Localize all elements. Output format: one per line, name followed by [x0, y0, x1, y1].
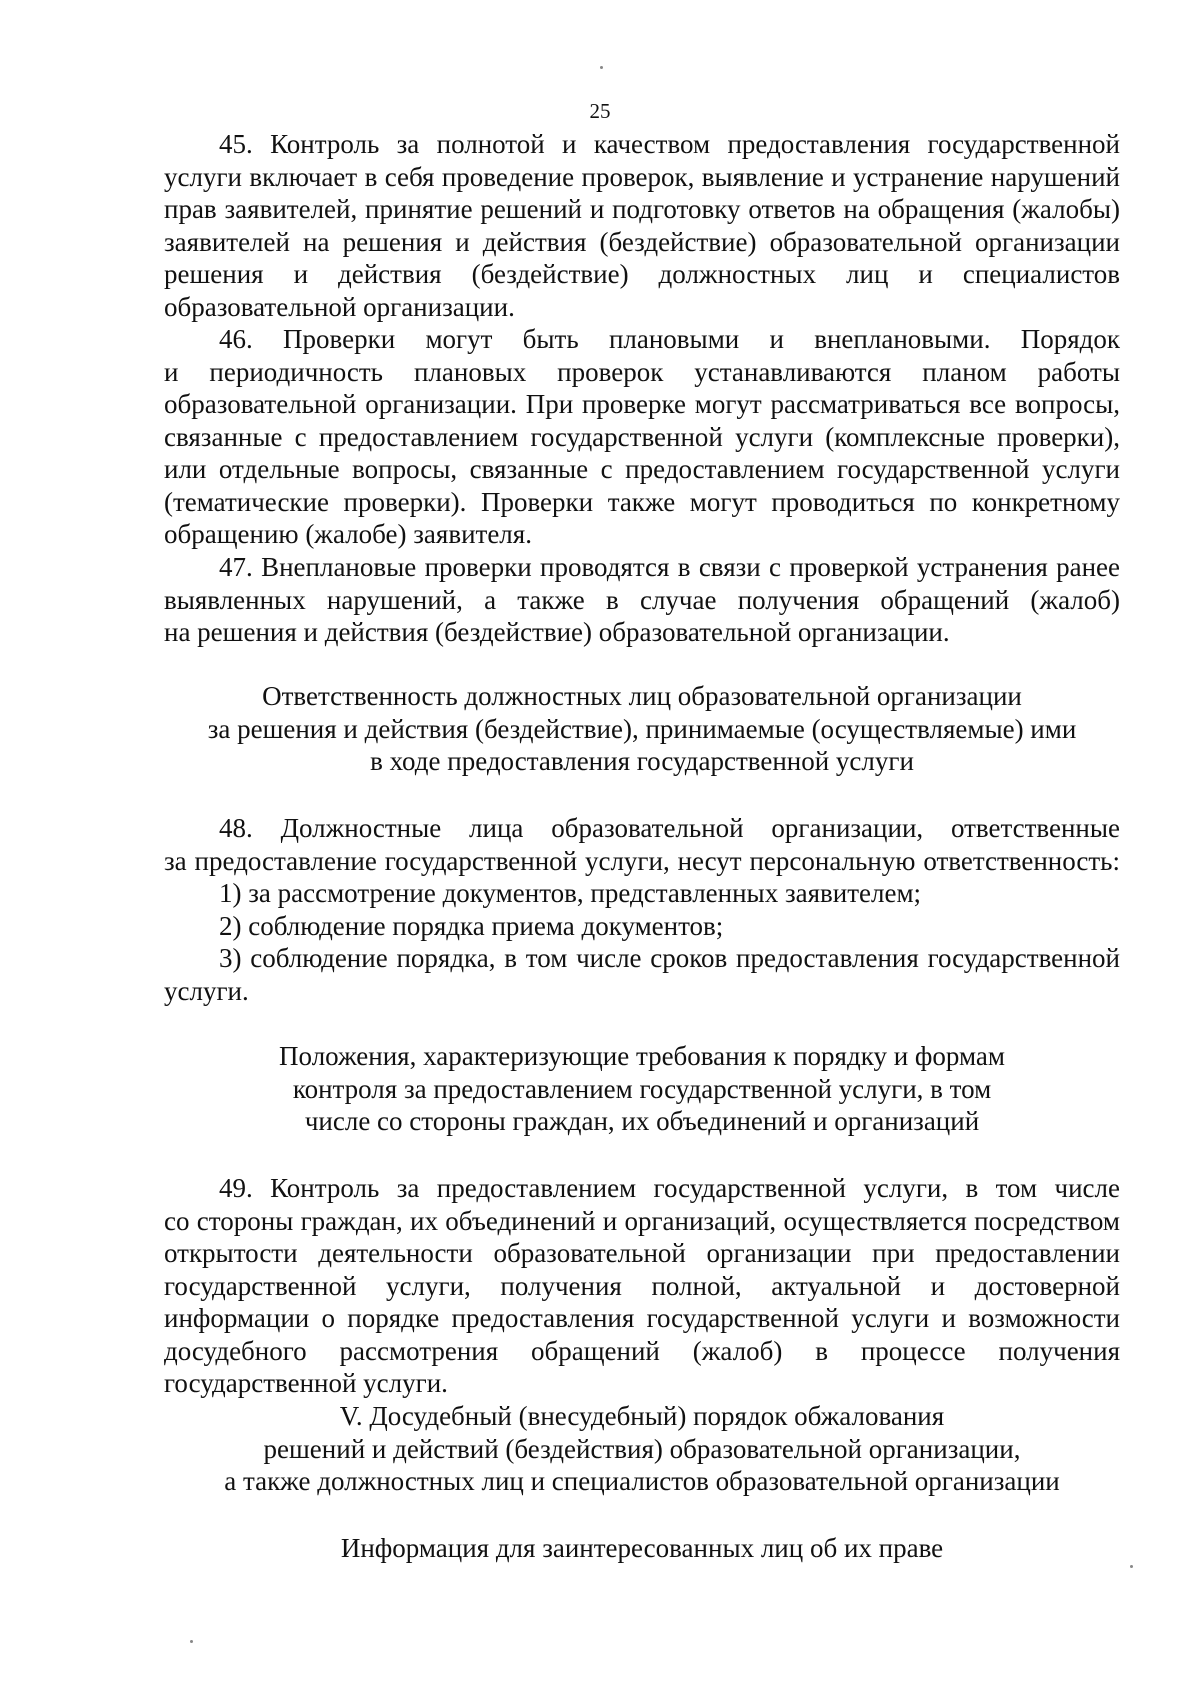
text-line: прав заявителей, принятие решений и подготовку ответов на обращения (жалобы): [164, 194, 1120, 224]
list-item: 3) соблюдение порядка, в том числе сроков предоставления государственной: [219, 943, 1120, 973]
heading-line: а также должностных лиц и специалистов образовательной организации: [224, 1466, 1060, 1496]
text-line: связанные с предоставлением государственной услуги (комплексные проверки),: [164, 421, 1120, 452]
text-line: образовательной организации.: [164, 291, 515, 322]
text-line: или отдельные вопросы, связанные с предоставлением государственной услуги: [164, 454, 1120, 484]
text-line: услуги включает в себя проведение проверок, выявление и устранение нарушений: [164, 161, 1120, 192]
text-line: обращению (жалобе) заявителя.: [164, 519, 532, 549]
text-line: заявителей на решения и действия (бездействие) образовательной организации: [164, 226, 1120, 257]
section-heading-control-provisions: [164, 1040, 1120, 1138]
scan-speck: [1130, 1565, 1133, 1568]
scan-speck: [600, 66, 603, 69]
text-line: образовательной организации. При проверке могут рассматриваться все вопросы,: [164, 389, 1120, 419]
text-line: 47. Внеплановые проверки проводятся в связи с проверкой устранения ранее: [219, 552, 1120, 582]
paragraph-46: [164, 323, 1120, 551]
text-line: выявленных нарушений, а также в случае получения обращений (жалоб): [164, 584, 1120, 615]
heading-line: Информация для заинтересованных лиц об их праве: [340, 1533, 944, 1563]
text-line: 45. Контроль за полнотой и качеством предоставления государственной: [219, 129, 1120, 159]
heading-line: контроля за предоставлением государственной услуги, в том: [292, 1073, 992, 1104]
paragraph-45: [164, 128, 1120, 323]
paragraph-48: [164, 812, 1120, 1007]
text-line: государственной услуги.: [164, 1368, 448, 1398]
scan-speck: [190, 1640, 193, 1643]
paragraph-49: [164, 1172, 1120, 1400]
text-line: и периодичность плановых проверок устанавливаются планом работы: [164, 356, 1120, 387]
list-item: 1) за рассмотрение документов, представленных заявителем;: [219, 878, 922, 908]
heading-line: V. Досудебный (внесудебный) порядок обжалования: [339, 1401, 945, 1431]
text-line: государственной услуги, получения полной, актуальной и достоверной: [164, 1270, 1120, 1301]
text-line: на решения и действия (бездействие) образовательной организации.: [164, 617, 950, 647]
text-line: решения и действия (бездействие) должностных лиц и специалистов: [164, 259, 1120, 289]
list-item: 2) соблюдение порядка приема документов;: [219, 910, 724, 941]
heading-line: Ответственность должностных лиц образовательной организации: [262, 681, 1022, 711]
text-line: услуги.: [164, 975, 249, 1006]
heading-line: за решения и действия (бездействие), принимаемые (осуществляемые) ими: [207, 713, 1077, 744]
heading-line: Положения, характеризующие требования к порядку и формам: [279, 1041, 1005, 1071]
heading-line: решений и действий (бездействия) образовательной организации,: [263, 1433, 1021, 1464]
text-line: открытости деятельности образовательной организации при предоставлении: [164, 1238, 1120, 1268]
text-line: 49. Контроль за предоставлением государственной услуги, в том числе: [219, 1173, 1120, 1203]
text-line: досудебного рассмотрения обращений (жалоб) в процессе получения: [164, 1335, 1120, 1366]
text-line: 48. Должностные лица образовательной организации, ответственные: [219, 813, 1120, 843]
text-line: за предоставление государственной услуги, несут персональную ответственность:: [164, 845, 1120, 876]
section-heading-responsibility: [164, 680, 1120, 778]
heading-line: в ходе предоставления государственной услуги: [370, 746, 914, 776]
section-heading-information: [164, 1532, 1120, 1565]
text-line: (тематические проверки). Проверки также могут проводиться по конкретному: [164, 486, 1120, 517]
section-heading-v: [164, 1400, 1120, 1498]
page-number: 25: [589, 99, 611, 123]
text-line: 46. Проверки могут быть плановыми и внеплановыми. Порядок: [219, 324, 1120, 354]
paragraph-47: [164, 551, 1120, 649]
text-line: информации о порядке предоставления государственной услуги и возможности: [164, 1303, 1120, 1333]
heading-line: числе со стороны граждан, их объединений и организаций: [304, 1106, 980, 1136]
text-line: со стороны граждан, их объединений и организаций, осуществляется посредством: [164, 1205, 1120, 1236]
